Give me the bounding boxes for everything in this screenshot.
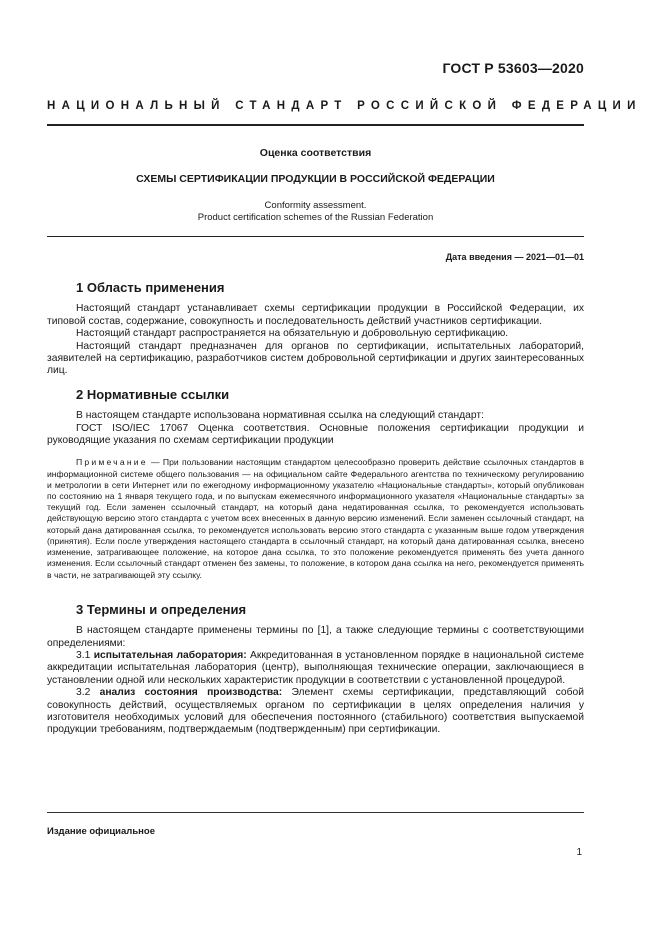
introduction-date: Дата введения — 2021—01—01	[445, 252, 584, 262]
section-heading: 3 Термины и определения	[76, 601, 247, 617]
paragraph: Настоящий стандарт устанавливает схемы сертификации продукции в Российской Федерации, их типовой состав, содержание, совокупность и последовательность действий участников сертификации.	[47, 303, 584, 327]
official-edition-label: Издание официальное	[47, 826, 155, 837]
section-scope	[47, 282, 584, 378]
paragraph: В настоящем стандарте использована нормативная ссылка на следующий стандарт:	[76, 410, 484, 422]
title-line-2: СХЕМЫ СЕРТИФИКАЦИИ ПРОДУКЦИИ В РОССИЙСКОЙ ФЕДЕРАЦИИ	[136, 173, 495, 185]
document-body	[47, 282, 584, 737]
section-heading: 2 Нормативные ссылки	[76, 386, 230, 402]
note	[47, 457, 584, 580]
page-number: 1	[576, 847, 582, 858]
term-definition: Элемент схемы сертификации, представляющий собой совокупность действий, осуществляемых органом по сертификации в целях определения наличия у изготовителя необходимых условий для обеспечения постоянного (стабильного) соответствия выпускаемой продукции требованиям, подтверждаемым (подтвержденным) при сертификации.	[47, 687, 584, 736]
note-label: Примечание	[76, 457, 148, 468]
section-normative-references	[47, 386, 584, 581]
term-number: 3.2	[76, 687, 100, 699]
paragraph: ГОСТ ISO/IEC 17067 Оценка соответствия. Основные положения сертификации продукции и руководящие указания по схемам сертификации продукции	[47, 422, 584, 447]
paragraph: Настоящий стандарт распространяется на обязательную и добровольную сертификацию.	[76, 328, 509, 340]
section-terms-definitions	[47, 601, 584, 737]
header-rule	[47, 124, 584, 126]
note-text: — При пользовании настоящим стандартом целесообразно проверить действие ссылочных стандартов в информационной системе общего пользования — на официальном сайте Федерального агентства по техническому регулированию и метрологии в сети Интернет или по ежегодному информационному указателю «Национальные стандарты», который опубликован по состоянию на 1 января текущего года, и по выпускам ежемесячного информационного указателя «Национальные стандарты» за текущий год. Если заменен ссылочный стандарт, на который дана недатированная ссылка, то рекомендуется использовать действующую версию этого стандарта с учетом всех внесенных в данную версию изменений. Если заменен ссылочный стандарт, на который дана датированная ссылка, то рекомендуется использовать версию этого стандарта с указанным выше годом утверждения (принятия). Если после утверждения настоящего стандарта в ссылочный стандарт, на который дана датированная ссылка, внесено изменение, затрагивающее положение, на которое дана ссылка, то это положение рекомендуется применять без учета данного изменения. Если ссылочный стандарт отменен без замены, то положение, в котором дана ссылка на него, рекомендуется применять в части, не затрагивающей эту ссылку.	[47, 457, 584, 580]
english-title-line-2: Product certification schemes of the Russian Federation	[197, 212, 434, 223]
term-entry	[47, 687, 584, 737]
national-standard-heading: НАЦИОНАЛЬНЫЙ СТАНДАРТ РОССИЙСКОЙ ФЕДЕРАЦИИ	[47, 100, 642, 112]
paragraph: Настоящий стандарт предназначен для органов по сертификации, испытательных лабораторий, заявителей на сертификацию, разработчиков систем добровольной сертификации и других заинтересованных лиц.	[47, 340, 584, 377]
footer-rule	[47, 812, 584, 813]
term-definition: Аккредитованная в установленном порядке в национальной системе аккредитации испытательная лаборатория (центр), выполняющая технические операции, заключающиеся в установлении одной или нескольких характеристик продукции в соответствии с установленной процедурой.	[47, 649, 584, 686]
paragraph: В настоящем стандарте применены термины по [1], а также следующие термины с соответствующими определениями:	[47, 625, 584, 649]
term-number: 3.1	[76, 649, 94, 661]
standard-code: ГОСТ Р 53603—2020	[442, 60, 584, 76]
term-name: анализ состояния производства:	[99, 687, 283, 699]
english-title	[47, 200, 584, 224]
term-name: испытательная лаборатория:	[93, 649, 247, 661]
section-heading: 1 Область применения	[76, 280, 225, 295]
title-rule	[47, 236, 584, 237]
english-title-line-1: Conformity assessment.	[264, 200, 367, 211]
title-line-1: Оценка соответствия	[259, 147, 372, 159]
term-entry	[47, 650, 584, 687]
